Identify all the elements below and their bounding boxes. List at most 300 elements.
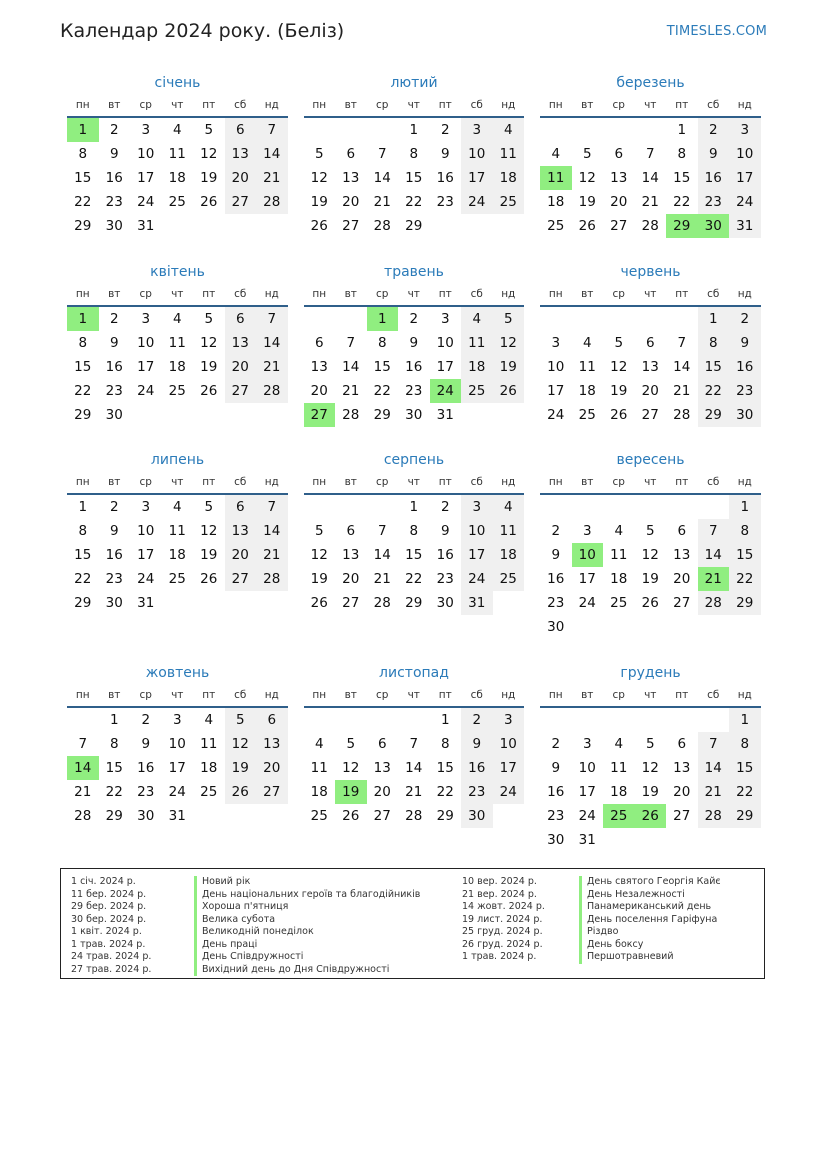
day-cell: 23 (547, 808, 565, 824)
day-cell: 11 (578, 358, 596, 375)
day-cell: 2 (109, 499, 119, 515)
day-cell: 8 (729, 732, 761, 756)
weekday-header: сб (698, 471, 730, 495)
day-cell: 22 (436, 784, 454, 800)
day-cell: 10 (137, 334, 155, 351)
day-cell: 29 (74, 218, 92, 234)
empty-cell (162, 591, 194, 615)
day-cell: 27 (256, 780, 288, 804)
weekday-header: пт (430, 684, 462, 708)
weekday-header: нд (256, 684, 288, 708)
day-cell: 7 (256, 118, 288, 142)
day-cell: 12 (200, 334, 218, 351)
day-cell: 23 (436, 571, 454, 587)
day-cell: 7 (698, 732, 730, 756)
day-cell: 2 (440, 122, 450, 138)
day-cell: 29 (74, 406, 92, 423)
day-cell: 24 (137, 194, 155, 210)
empty-cell (572, 495, 604, 519)
day-cell: 5 (314, 146, 324, 162)
day-cell: 14 (256, 331, 288, 355)
empty-cell (603, 307, 635, 331)
legend-left-names (194, 876, 420, 976)
day-cell: 20 (225, 166, 257, 190)
day-cell: 3 (729, 118, 761, 142)
weekday-header: пн (67, 283, 99, 307)
legend-holiday-name: Велика субота (194, 914, 420, 927)
day-cell: 13 (610, 170, 628, 186)
month-grid (67, 684, 288, 828)
empty-cell (493, 214, 525, 238)
day-cell: 21 (256, 355, 288, 379)
day-cell: 16 (698, 166, 730, 190)
day-cell: 21 (673, 382, 691, 399)
day-cell: 5 (314, 523, 324, 539)
legend-holiday-name: День національних героїв та благодійників (194, 889, 420, 902)
empty-cell (729, 615, 761, 639)
legend-date: 14 жовт. 2024 р. (462, 901, 545, 912)
weekday-header: вт (335, 94, 367, 118)
day-cell: 17 (137, 547, 155, 563)
month-grid (304, 471, 525, 615)
empty-cell (461, 214, 493, 238)
holiday-day-cell: 11 (540, 166, 572, 190)
month-name: грудень (620, 665, 681, 681)
day-cell: 28 (698, 591, 730, 615)
day-cell: 31 (137, 218, 155, 234)
weekday-header: нд (493, 684, 525, 708)
weekday-header: нд (729, 471, 761, 495)
weekday-header: ср (603, 471, 635, 495)
day-cell: 8 (440, 736, 450, 752)
day-cell: 29 (405, 595, 423, 611)
day-cell: 3 (172, 712, 182, 728)
empty-cell (540, 495, 572, 519)
holiday-day-cell: 26 (635, 804, 667, 828)
day-cell: 16 (436, 170, 454, 186)
day-cell: 17 (578, 784, 596, 800)
day-cell: 22 (74, 571, 92, 587)
holiday-day-cell: 19 (335, 780, 367, 804)
day-cell: 21 (373, 194, 391, 210)
day-cell: 29 (436, 808, 454, 824)
day-cell: 4 (461, 307, 493, 331)
day-cell: 6 (314, 334, 324, 351)
day-cell: 29 (729, 804, 761, 828)
day-cell: 9 (551, 760, 561, 776)
month-11 (304, 662, 525, 851)
day-cell: 10 (137, 523, 155, 539)
day-cell: 24 (137, 382, 155, 399)
day-cell: 29 (373, 406, 391, 423)
empty-cell (572, 307, 604, 331)
day-cell: 4 (172, 122, 182, 138)
legend-right-names (579, 876, 721, 964)
weekday-header: ср (130, 94, 162, 118)
day-cell: 21 (373, 571, 391, 587)
day-cell: 11 (610, 760, 628, 776)
day-cell: 2 (409, 310, 419, 327)
empty-cell (367, 708, 399, 732)
day-cell: 15 (405, 170, 423, 186)
legend-holiday-name: Хороша п'ятниця (194, 901, 420, 914)
month-grid (304, 684, 525, 828)
day-cell: 4 (551, 146, 561, 162)
day-cell: 24 (493, 780, 525, 804)
weekday-header: ср (130, 471, 162, 495)
empty-cell (698, 708, 730, 732)
day-cell: 17 (137, 358, 155, 375)
day-cell: 3 (493, 708, 525, 732)
day-cell: 16 (436, 547, 454, 563)
day-cell: 12 (200, 146, 218, 162)
day-cell: 17 (729, 166, 761, 190)
day-cell: 11 (610, 547, 628, 563)
legend-date: 19 лист. 2024 р. (462, 913, 543, 925)
day-cell: 12 (200, 523, 218, 539)
day-cell: 28 (256, 190, 288, 214)
day-cell: 18 (547, 194, 565, 210)
empty-cell (193, 214, 225, 238)
day-cell: 27 (225, 379, 257, 403)
weekday-header: пт (666, 471, 698, 495)
month-grid (67, 94, 288, 238)
empty-cell (256, 403, 288, 427)
day-cell: 12 (342, 760, 360, 776)
weekday-header: пн (304, 94, 336, 118)
weekday-header: вт (572, 471, 604, 495)
day-cell: 11 (168, 334, 186, 351)
day-cell: 6 (256, 708, 288, 732)
day-cell: 28 (673, 406, 691, 423)
month-name: березень (616, 75, 685, 91)
day-cell: 21 (641, 194, 659, 210)
day-cell: 17 (461, 543, 493, 567)
empty-cell (193, 403, 225, 427)
legend-holiday-name: Великодній понеділок (194, 926, 420, 939)
legend-date: 21 вер. 2024 р. (462, 888, 537, 900)
day-cell: 28 (74, 808, 92, 824)
empty-cell (67, 708, 99, 732)
weekday-header: ср (603, 684, 635, 708)
empty-cell (256, 804, 288, 828)
day-cell: 4 (172, 310, 182, 327)
day-cell: 6 (377, 736, 387, 752)
day-cell: 10 (137, 146, 155, 162)
weekday-header: сб (698, 94, 730, 118)
month-5 (304, 261, 525, 450)
day-cell: 15 (405, 547, 423, 563)
weekday-header: нд (729, 283, 761, 307)
day-cell: 15 (105, 760, 123, 776)
day-cell: 17 (578, 571, 596, 587)
day-cell: 3 (440, 310, 450, 327)
day-cell: 26 (493, 379, 525, 403)
day-cell: 28 (256, 567, 288, 591)
weekday-header: чт (162, 283, 194, 307)
month-grid (540, 684, 761, 852)
day-cell: 13 (342, 547, 360, 563)
empty-cell (162, 214, 194, 238)
empty-cell (193, 804, 225, 828)
weekday-header: вт (99, 471, 131, 495)
day-cell: 21 (74, 784, 92, 800)
empty-cell (635, 708, 667, 732)
day-cell: 3 (582, 736, 592, 752)
day-cell: 16 (547, 784, 565, 800)
month-name: червень (620, 263, 681, 280)
day-cell: 20 (225, 355, 257, 379)
legend-right-dates (462, 876, 545, 964)
day-cell: 10 (461, 142, 493, 166)
day-cell: 9 (109, 334, 119, 351)
weekday-header: пн (67, 684, 99, 708)
day-cell: 5 (645, 736, 655, 752)
day-cell: 2 (109, 310, 119, 327)
weekday-header: ср (603, 283, 635, 307)
holiday-day-cell: 25 (603, 804, 635, 828)
weekday-header: ср (603, 94, 635, 118)
weekday-header: пт (193, 471, 225, 495)
day-cell: 13 (673, 547, 691, 563)
day-cell: 23 (405, 382, 423, 399)
day-cell: 7 (256, 495, 288, 519)
day-cell: 26 (342, 808, 360, 824)
day-cell: 18 (168, 358, 186, 375)
weekday-header: вт (572, 684, 604, 708)
day-cell: 10 (578, 760, 596, 776)
holiday-day-cell: 27 (304, 403, 336, 427)
day-cell: 16 (547, 571, 565, 587)
weekday-header: пн (540, 471, 572, 495)
legend-date: 11 бер. 2024 р. (71, 888, 147, 900)
day-cell: 7 (409, 736, 419, 752)
day-cell: 29 (405, 218, 423, 234)
weekday-header: пт (666, 283, 698, 307)
month-grid (540, 471, 761, 639)
day-cell: 22 (729, 780, 761, 804)
legend-holiday-name: День святого Георгія Кайє (579, 876, 721, 889)
empty-cell (493, 403, 525, 427)
day-cell: 3 (141, 122, 151, 138)
day-cell: 15 (698, 355, 730, 379)
month-9 (540, 449, 761, 662)
day-cell: 11 (168, 523, 186, 539)
legend-holiday-name: День Незалежності (579, 889, 721, 902)
weekday-header: пн (67, 94, 99, 118)
day-cell: 19 (641, 571, 659, 587)
legend-date: 1 трав. 2024 р. (71, 938, 146, 950)
legend-holiday-name: День боксу (579, 939, 721, 952)
month-name: липень (150, 452, 205, 468)
day-cell: 8 (78, 334, 88, 351)
day-cell: 8 (109, 736, 119, 752)
day-cell: 14 (641, 170, 659, 186)
day-cell: 27 (673, 808, 691, 824)
day-cell: 11 (461, 331, 493, 355)
weekday-header: ср (367, 283, 399, 307)
day-cell: 4 (204, 712, 214, 728)
legend-holiday-name: Різдво (579, 926, 721, 939)
day-cell: 4 (172, 499, 182, 515)
day-cell: 7 (645, 146, 655, 162)
day-cell: 25 (610, 595, 628, 611)
day-cell: 6 (645, 334, 655, 351)
day-cell: 23 (547, 595, 565, 611)
weekday-header: чт (398, 684, 430, 708)
day-cell: 27 (373, 808, 391, 824)
weekday-header: вт (572, 94, 604, 118)
day-cell: 29 (729, 591, 761, 615)
empty-cell (635, 118, 667, 142)
weekday-header: ср (367, 471, 399, 495)
day-cell: 19 (200, 547, 218, 563)
day-cell: 30 (137, 808, 155, 824)
empty-cell (193, 591, 225, 615)
day-cell: 11 (493, 142, 525, 166)
day-cell: 8 (377, 334, 387, 351)
day-cell: 14 (256, 519, 288, 543)
day-cell: 22 (673, 194, 691, 210)
month-name: вересень (616, 452, 685, 468)
day-cell: 4 (614, 523, 624, 539)
holiday-day-cell: 1 (367, 307, 399, 331)
day-cell: 9 (698, 142, 730, 166)
day-cell: 17 (137, 170, 155, 186)
day-cell: 22 (74, 194, 92, 210)
day-cell: 1 (698, 307, 730, 331)
day-cell: 4 (314, 736, 324, 752)
weekday-header: нд (493, 471, 525, 495)
weekday-header: сб (225, 684, 257, 708)
day-cell: 21 (256, 543, 288, 567)
weekday-header: чт (162, 94, 194, 118)
day-cell: 1 (109, 712, 119, 728)
month-grid (304, 283, 525, 427)
day-cell: 16 (105, 170, 123, 186)
weekday-header: нд (493, 94, 525, 118)
day-cell: 7 (256, 307, 288, 331)
weekday-header: нд (729, 684, 761, 708)
day-cell: 26 (200, 382, 218, 399)
day-cell: 10 (729, 142, 761, 166)
day-cell: 23 (105, 571, 123, 587)
empty-cell (162, 403, 194, 427)
day-cell: 9 (461, 732, 493, 756)
month-name: лютий (390, 75, 438, 91)
day-cell: 20 (256, 756, 288, 780)
day-cell: 25 (493, 567, 525, 591)
empty-cell (304, 118, 336, 142)
weekday-header: пт (430, 283, 462, 307)
day-cell: 6 (614, 146, 624, 162)
day-cell: 2 (461, 708, 493, 732)
weekday-header: ср (130, 283, 162, 307)
day-cell: 6 (346, 146, 356, 162)
day-cell: 17 (168, 760, 186, 776)
weekday-header: чт (635, 684, 667, 708)
day-cell: 23 (461, 780, 493, 804)
day-cell: 12 (493, 331, 525, 355)
empty-cell (572, 708, 604, 732)
empty-cell (572, 615, 604, 639)
empty-cell (635, 615, 667, 639)
day-cell: 10 (168, 736, 186, 752)
day-cell: 5 (225, 708, 257, 732)
month-name: жовтень (145, 665, 210, 681)
day-cell: 9 (141, 736, 151, 752)
day-cell: 12 (225, 732, 257, 756)
day-cell: 25 (200, 784, 218, 800)
day-cell: 22 (74, 382, 92, 399)
day-cell: 30 (405, 406, 423, 423)
legend-holiday-name: Вихідний день до Дня Співдружності (194, 964, 420, 977)
day-cell: 6 (225, 495, 257, 519)
day-cell: 24 (168, 784, 186, 800)
day-cell: 5 (645, 523, 655, 539)
holiday-day-cell: 1 (67, 307, 99, 331)
site-link[interactable]: TIMESLES.COM (666, 24, 767, 39)
day-cell: 14 (405, 760, 423, 776)
empty-cell (304, 708, 336, 732)
months-grid (67, 72, 761, 875)
weekday-header: чт (398, 94, 430, 118)
weekday-header: сб (225, 471, 257, 495)
day-cell: 5 (204, 310, 214, 327)
day-cell: 8 (677, 146, 687, 162)
empty-cell (540, 118, 572, 142)
day-cell: 23 (729, 379, 761, 403)
day-cell: 24 (729, 190, 761, 214)
legend-holiday-name: Першотравневий (579, 951, 721, 964)
empty-cell (666, 708, 698, 732)
weekday-header: чт (398, 471, 430, 495)
day-cell: 6 (225, 118, 257, 142)
day-cell: 26 (578, 218, 596, 234)
day-cell: 9 (109, 523, 119, 539)
day-cell: 26 (310, 218, 328, 234)
day-cell: 12 (641, 760, 659, 776)
day-cell: 25 (168, 382, 186, 399)
empty-cell (729, 828, 761, 852)
day-cell: 5 (614, 334, 624, 351)
day-cell: 7 (698, 519, 730, 543)
day-cell: 9 (409, 334, 419, 351)
empty-cell (698, 615, 730, 639)
day-cell: 30 (105, 406, 123, 423)
weekday-header: чт (635, 283, 667, 307)
holiday-day-cell: 14 (67, 756, 99, 780)
day-cell: 13 (225, 142, 257, 166)
day-cell: 14 (373, 547, 391, 563)
day-cell: 14 (256, 142, 288, 166)
day-cell: 30 (729, 403, 761, 427)
legend-left-dates (71, 876, 151, 976)
empty-cell (304, 307, 336, 331)
day-cell: 13 (641, 358, 659, 375)
weekday-header: пн (304, 471, 336, 495)
day-cell: 14 (342, 358, 360, 375)
legend-date: 27 трав. 2024 р. (71, 963, 152, 975)
day-cell: 20 (641, 382, 659, 399)
day-cell: 20 (673, 784, 691, 800)
day-cell: 25 (461, 379, 493, 403)
day-cell: 7 (346, 334, 356, 351)
empty-cell (225, 591, 257, 615)
weekday-header: пт (666, 94, 698, 118)
day-cell: 24 (137, 571, 155, 587)
empty-cell (430, 214, 462, 238)
